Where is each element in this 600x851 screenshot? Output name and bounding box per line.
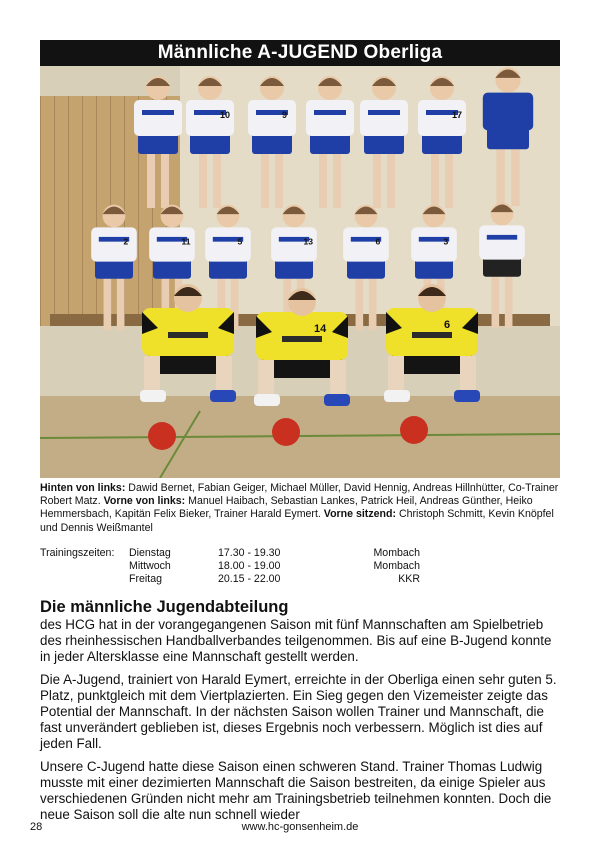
- player-leg: [445, 148, 453, 208]
- player-jersey: [411, 227, 457, 261]
- handball-ball: [272, 418, 300, 446]
- player-leg: [496, 143, 504, 206]
- player-leg: [511, 143, 519, 206]
- schedule-day: Dienstag: [129, 547, 171, 559]
- jersey-number: 5: [237, 236, 243, 247]
- jersey-sponsor-band: [368, 110, 400, 115]
- jersey-number: 13: [303, 236, 314, 247]
- caption-front-label: Vorne von links:: [100, 495, 186, 508]
- article-body: [40, 617, 562, 829]
- player-leg: [319, 148, 327, 208]
- schedule-time: 18.00 - 19.00: [218, 559, 281, 572]
- article-paragraph: Die A-Jugend, trainiert von Harald Eymert, erreichte in der Oberliga einen sehr guten 5. Platz, punktgleich mit dem Viertplazierten. Ein Sieg gegen den Vizemeister zeigte das Potential der Mannschaft. In der nächsten Saison wollen Trainer und Mannschaft, die fast unverändert geblieben ist, dieses Ergebnis noch verbessern. Möglich ist dies auf jeden Fall.: [40, 671, 557, 752]
- keeper-shoe: [324, 394, 350, 406]
- section-heading: Die männliche Jugendabteilung: [40, 598, 289, 616]
- wood-plank-line: [68, 96, 69, 326]
- player-leg: [275, 148, 283, 208]
- player-jersey: [360, 100, 408, 136]
- player-leg: [147, 148, 155, 208]
- caption-sitting-label: Vorne sitzend:: [320, 508, 396, 521]
- jersey-sponsor-band: [314, 110, 346, 115]
- player-leg: [387, 148, 395, 208]
- player-leg: [369, 273, 377, 330]
- footer-url: www.hc-gonsenheim.de: [241, 821, 359, 833]
- schedule-time: 20.15 - 22.00: [218, 572, 281, 585]
- player-jersey: [306, 100, 354, 136]
- player-leg: [161, 148, 169, 208]
- jersey-number: 10: [220, 110, 231, 120]
- wood-plank-line: [96, 96, 97, 326]
- keeper-sponsor-band: [412, 332, 452, 338]
- jersey-number: 11: [181, 236, 191, 247]
- training-schedule: [40, 547, 420, 585]
- schedule-place: KKR: [398, 572, 420, 585]
- keeper-jersey-number: 14: [314, 323, 327, 335]
- jersey-sponsor-band: [487, 235, 517, 240]
- keeper-shoe: [210, 390, 236, 402]
- page-title: Männliche A-JUGEND Oberliga: [40, 40, 560, 66]
- page-number: 28: [30, 821, 43, 833]
- wood-plank-line: [54, 96, 55, 326]
- jersey-number: 17: [452, 110, 463, 120]
- schedule-row: [40, 573, 420, 586]
- keeper-shoe: [454, 390, 480, 402]
- handball-ball: [148, 422, 176, 450]
- player-jersey: [134, 100, 182, 136]
- player-leg: [373, 148, 381, 208]
- schedule-row: [40, 560, 420, 573]
- team-photo-image: [40, 66, 560, 478]
- wood-plank-line: [40, 96, 41, 326]
- player-leg: [104, 273, 112, 330]
- handball-ball: [400, 416, 428, 444]
- player-leg: [431, 148, 439, 208]
- schedule-place: Mombach: [373, 559, 420, 572]
- player-leg: [213, 148, 221, 208]
- jersey-sponsor-band: [491, 103, 525, 108]
- jersey-number: 6: [375, 236, 381, 247]
- caption-front-names: Manuel Haibach, Sebastian Lankes, Patrick Heil, Andreas Günther, Heiko Hemmersbach, Kapitän Felix Bieker, Trainer Harald Eymert.: [40, 495, 533, 521]
- keeper-shoe: [254, 394, 280, 406]
- player-leg: [505, 271, 513, 328]
- keeper-shoe: [384, 390, 410, 402]
- player-jersey: [343, 227, 389, 261]
- player-jersey: [479, 225, 525, 259]
- keeper-jersey-number: 6: [444, 319, 451, 331]
- keeper-shoe: [140, 390, 166, 402]
- schedule-day: Mittwoch: [129, 559, 171, 572]
- player-jersey: [91, 227, 137, 261]
- team-photo: [40, 66, 560, 478]
- jersey-sponsor-band: [142, 110, 174, 115]
- schedule-day: Freitag: [129, 572, 162, 585]
- player-leg: [356, 273, 364, 330]
- jersey-number: 2: [123, 236, 129, 247]
- jersey-number: 9: [282, 110, 288, 120]
- caption-back-names: Dawid Bernet, Fabian Geiger, Michael Müller, David Hennig, Andreas Hillnhütter, Co-Trainer Robert Matz.: [40, 482, 559, 508]
- wood-plank-line: [82, 96, 83, 326]
- player-leg: [117, 273, 125, 330]
- player-jersey: [248, 100, 296, 136]
- article-paragraph: Unsere C-Jugend hatte diese Saison einen schweren Stand. Trainer Thomas Ludwig musste mit einer dezimierten Mannschaft die Saison bestreiten, da einige Spieler aus verschiedenen Gründen nicht mehr am Trainingsbetrieb teilnehmen konnten. Doch die neue Saison soll die alte nun schnell wieder: [40, 758, 552, 823]
- player-leg: [492, 271, 500, 328]
- player-jersey: [205, 227, 251, 261]
- article-paragraph: des HCG hat in der vorangegangenen Saison mit fünf Mannschaften am Spielbetrieb des rheinhessischen Handballverbandes teilgenommen. Bis auf eine B-Jugend konnte in jeder Altersklasse eine Mannschaft gestellt werden.: [40, 617, 552, 665]
- player-jersey: [483, 93, 533, 131]
- jersey-number: 3: [443, 236, 449, 247]
- schedule-label: Trainingszeiten:: [40, 547, 115, 559]
- caption-sitting-names: Christoph Schmitt, Kevin Knöpfel und Dennis Weißmantel: [40, 508, 554, 534]
- player-leg: [261, 148, 269, 208]
- schedule-row: [40, 547, 420, 560]
- schedule-time: 17.30 - 19.30: [218, 547, 281, 559]
- keeper-sponsor-band: [168, 332, 208, 338]
- photo-caption: [40, 482, 562, 535]
- player-leg: [333, 148, 341, 208]
- player-leg: [199, 148, 207, 208]
- keeper-sponsor-band: [282, 336, 322, 342]
- caption-back-label: Hinten von links:: [40, 482, 126, 494]
- schedule-place: Mombach: [373, 547, 420, 559]
